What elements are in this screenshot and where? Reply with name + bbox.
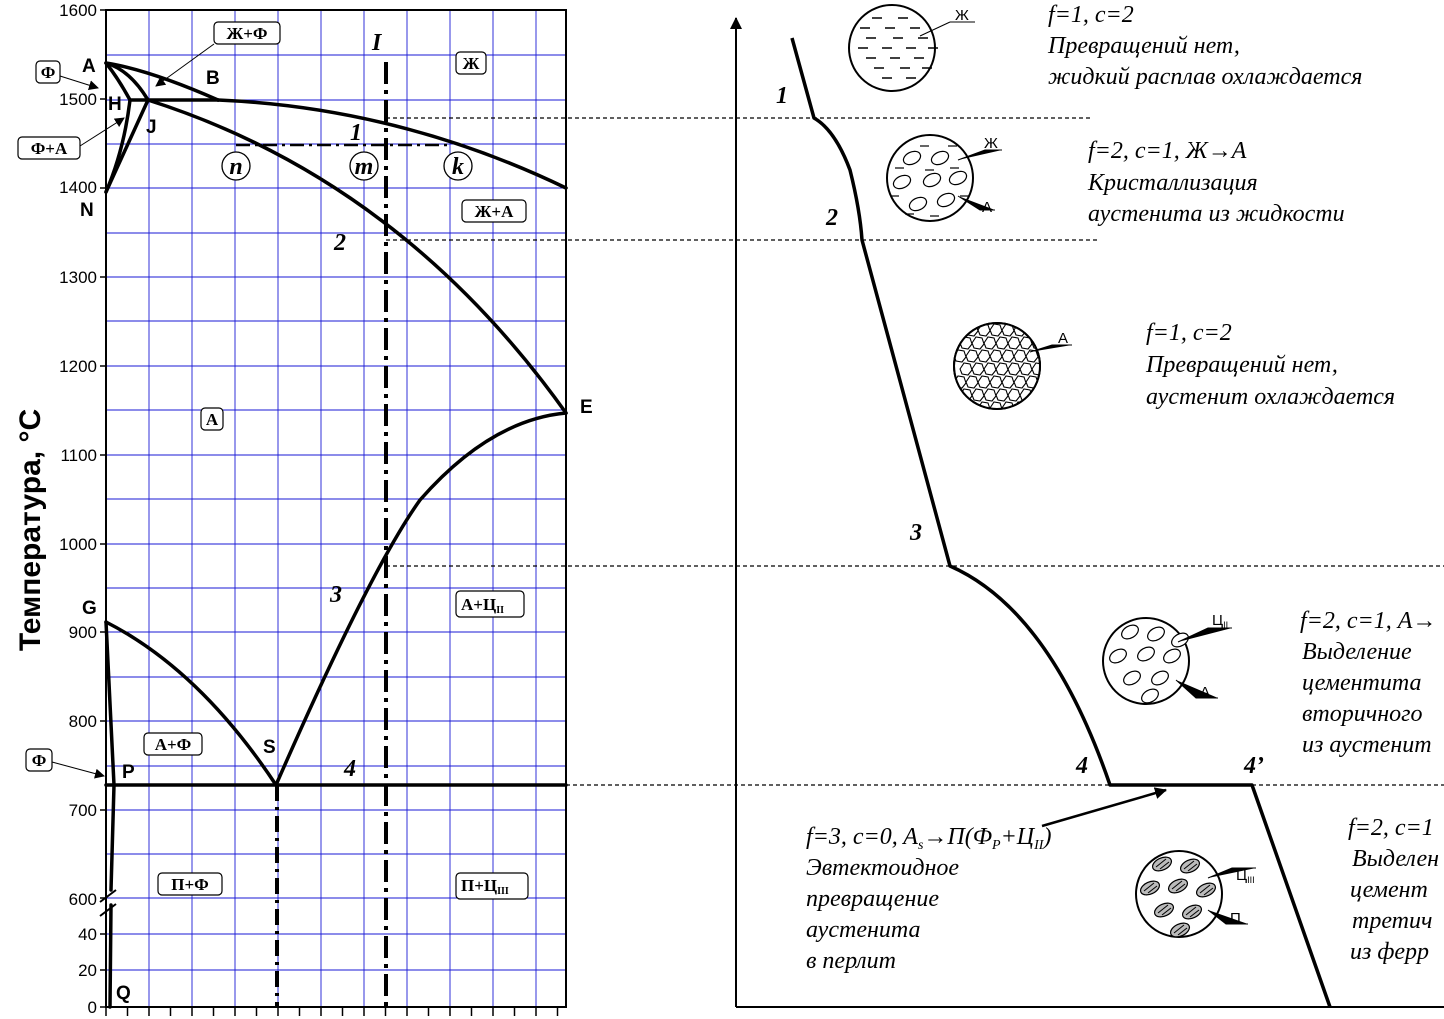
microstructure-austenite-cementite (1103, 612, 1232, 706)
desc5-line5: из ферр (1350, 939, 1430, 965)
micro-label-liquid-2: Ж (984, 135, 998, 152)
line-pq-lower (110, 905, 111, 1007)
point-b-label: B (206, 68, 220, 89)
tie-point-m: m (354, 154, 374, 180)
point-g-label: G (82, 598, 97, 619)
y-tick-label: 600 (68, 890, 97, 909)
austenite-grain (1032, 389, 1044, 401)
y-tick-label: 1500 (59, 90, 97, 109)
micro-label-austenite-2: А (982, 199, 993, 216)
desc-eutectoid-line2: Эвтектоидное (806, 855, 960, 881)
desc2-line1: f=2, c=1, Ж→А (1088, 138, 1247, 164)
desc1-line2: Превращений нет, (1048, 33, 1240, 59)
point-s-label: S (263, 737, 276, 758)
micro-label-austenite-3: А (1058, 330, 1069, 347)
y-tick-label: 1000 (59, 535, 97, 554)
y-tick-label: 1100 (60, 446, 97, 465)
point-h-label: H (108, 94, 122, 115)
y-tick-label: 800 (68, 712, 97, 731)
curve-label-3: 3 (910, 520, 922, 546)
desc2-line2: Кристаллизация (1088, 170, 1258, 196)
left-section-3: 3 (330, 582, 342, 608)
tie-points (222, 152, 472, 180)
austenite-grain (1038, 402, 1050, 414)
left-section-4: 4 (344, 756, 356, 782)
y-tick-label: 20 (78, 961, 97, 980)
austenite-grain (1026, 324, 1038, 336)
desc4-line3: цементита (1302, 670, 1422, 696)
y-axis-title: Температура, °С (14, 408, 47, 652)
line-pq-upper (111, 785, 114, 890)
austenite-grain (1026, 402, 1038, 414)
desc4-line5: из аустенит (1302, 732, 1432, 758)
point-labels (80, 56, 593, 1004)
microstructure-pearlite-cementite (1136, 851, 1256, 940)
line-gp (106, 622, 114, 785)
region-austenite-plus-ferrite: А+Ф (154, 735, 192, 754)
y-tick-label: 0 (87, 998, 97, 1017)
region-ferrite-plus-austenite: Ф+А (30, 139, 68, 158)
curve-label-1: 1 (776, 83, 788, 109)
austenite-grain (954, 402, 966, 414)
desc5-line1: f=2, c=1 (1348, 815, 1434, 841)
y-tick-label: 1300 (59, 268, 97, 287)
region-austenite: А (205, 410, 219, 429)
curve-label-4: 4 (1076, 753, 1088, 779)
desc-eutectoid-line4: аустенита (806, 917, 921, 943)
micro-label-cementite-4: $Ц_{II}$ (1212, 612, 1229, 630)
desc4-line2: Выделение (1302, 639, 1412, 665)
point-a-label: A (82, 56, 96, 77)
left-section-1: 1 (350, 120, 362, 146)
point-j-label: J (146, 117, 157, 138)
desc4-line4: вторичного (1302, 701, 1423, 727)
micro-label-austenite-4: А (1200, 684, 1211, 701)
y-tick-label: 1400 (59, 178, 97, 197)
desc-eutectoid-line5: в перлит (806, 948, 896, 974)
point-q-label: Q (116, 983, 131, 1004)
region-pearlite-plus-cementite-iii: П+ЦIII (461, 876, 509, 897)
microstructure-liquid-austenite (887, 135, 1002, 221)
desc1-line1: f=1, c=2 (1048, 2, 1134, 28)
region-ferrite-top: Ф (40, 63, 56, 82)
desc-eutectoid-line3: превращение (806, 886, 939, 912)
region-ferrite-bottom: Ф (31, 751, 47, 770)
curve-label-4-prime: 4’ (1244, 753, 1264, 779)
austenite-grain (1038, 324, 1050, 336)
desc3-line1: f=1, c=2 (1146, 320, 1232, 346)
region-liquid-plus-austenite: Ж+А (474, 202, 514, 221)
desc-eutectoid-line1: f=3, c=0, $A_s\to П(Ф_P+Ц_{II})$ (806, 824, 1052, 853)
austenite-grain (1044, 363, 1056, 375)
austenite-grain (954, 324, 966, 336)
point-p-label: P (122, 762, 135, 783)
y-tick-label: 700 (68, 801, 97, 820)
eutectoid-arrow (1042, 790, 1166, 826)
desc1-line3: жидкий расплав охлаждается (1048, 64, 1363, 90)
y-tick-label: 1600 (59, 1, 97, 20)
region-liquid-plus-ferrite: Ж+Ф (226, 24, 268, 43)
region-pearlite-plus-ferrite: П+Ф (171, 875, 209, 894)
micro-label-pearlite-5: П (1230, 910, 1241, 927)
desc5-line4: третич (1352, 908, 1433, 934)
region-austenite-plus-cementite-ii: А+ЦII (461, 595, 504, 616)
tie-point-k: k (452, 154, 464, 180)
y-tick-label: 40 (78, 925, 97, 944)
desc4-line1: f=2, c=1, А→ (1300, 608, 1437, 634)
desc3-line3: аустенит охлаждается (1146, 384, 1396, 410)
point-n-label: N (80, 200, 94, 221)
desc2-line3: аустенита из жидкости (1088, 201, 1345, 227)
micro-label-liquid-1: Ж (955, 7, 969, 24)
left-section-numbers (329, 120, 362, 782)
austenite-grain (1038, 376, 1050, 388)
left-section-2: 2 (334, 230, 346, 256)
a3-line-gs (106, 622, 276, 785)
microstructure-liquid (849, 5, 975, 91)
y-tick-label: 900 (68, 623, 97, 642)
alloy-I-label: I (372, 30, 382, 56)
curve-label-2: 2 (826, 205, 838, 231)
point-e-label: E (580, 397, 593, 418)
x-axis-ticks (106, 1007, 558, 1016)
y-tick-label: 1200 (59, 357, 97, 376)
axis-break-mark (100, 890, 116, 916)
austenite-grain (1044, 389, 1056, 401)
microstructure-austenite (954, 323, 1072, 414)
region-liquid: Ж (462, 54, 480, 73)
desc5-line2: Выделен (1352, 846, 1440, 872)
micro-label-cementite-5: $Ц_{III}$ (1236, 867, 1255, 885)
tie-point-n: n (229, 154, 243, 180)
desc5-line3: цемент (1350, 877, 1428, 903)
desc3-line2: Превращений нет, (1146, 352, 1338, 378)
